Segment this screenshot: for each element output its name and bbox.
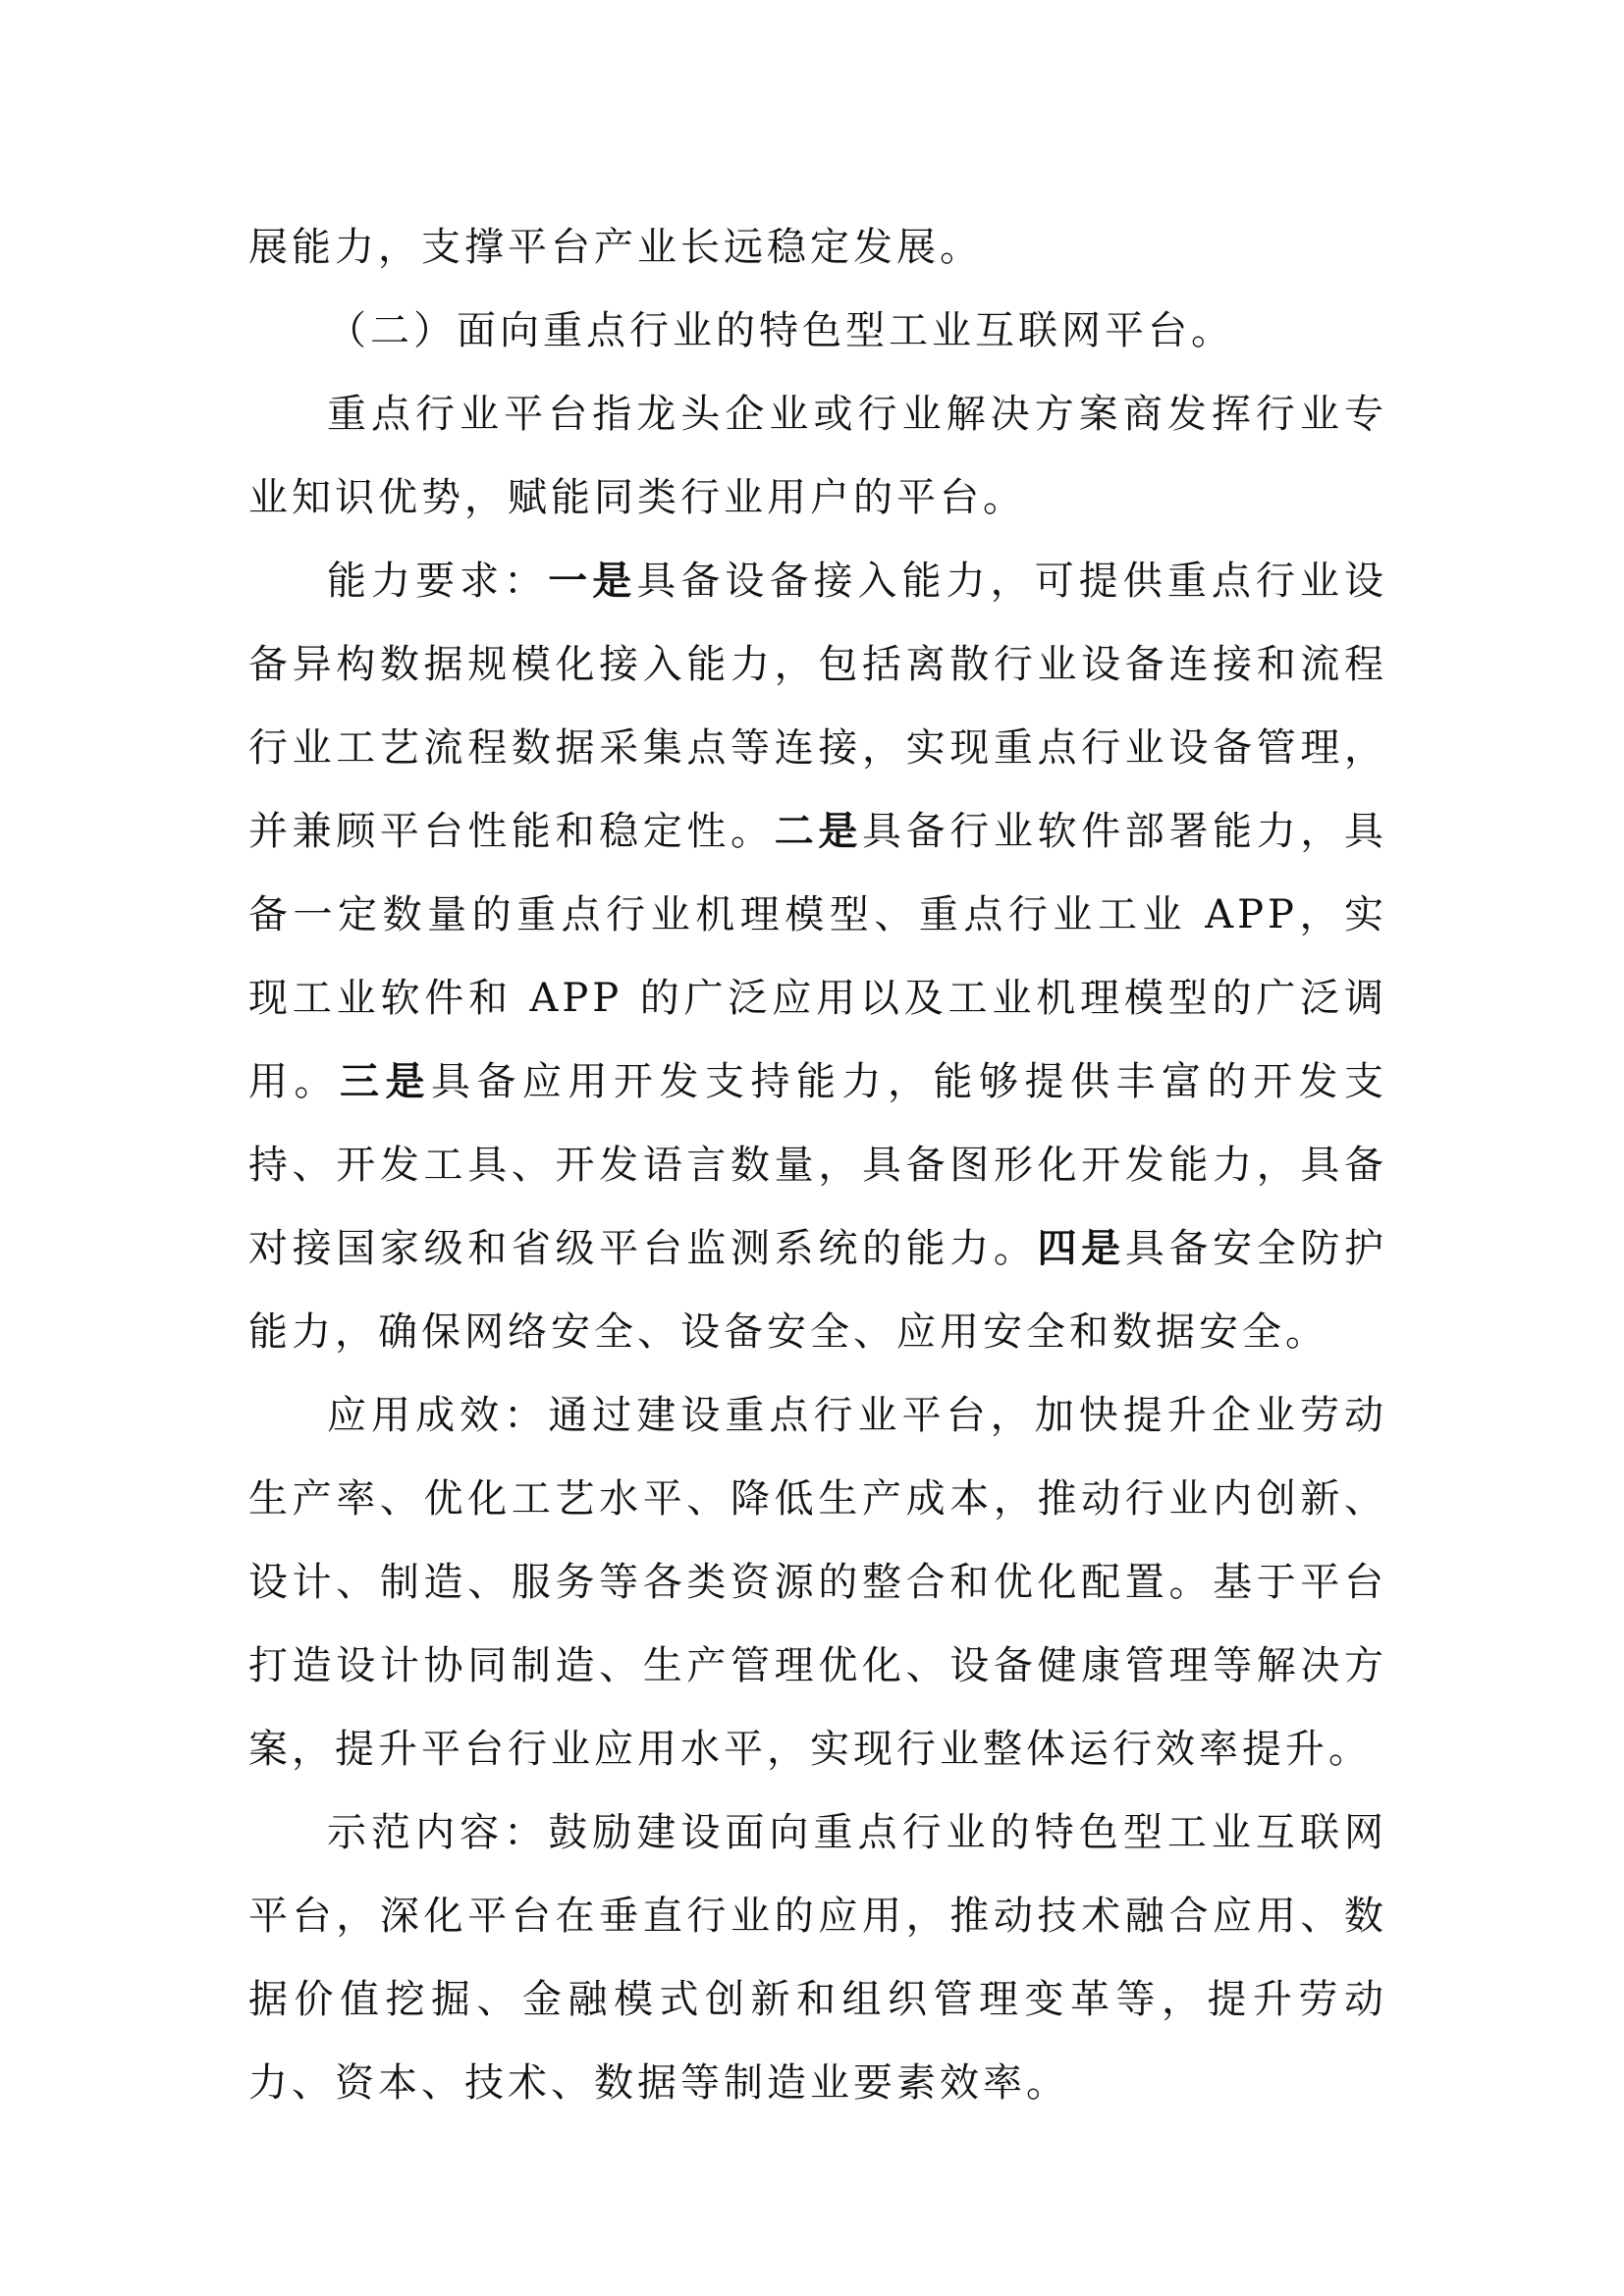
paragraph-definition: 重点行业平台指龙头企业或行业解决方案商发挥行业专业知识优势，赋能同类行业用户的平台。 — [248, 392, 1387, 520]
point-four-text: 具备安全防护能力，确保网络安全、设备安全、应用安全和数据安全。 — [248, 1226, 1388, 1355]
point-one-text: 具备设备接入能力，可提供重点行业设备异构数据规模化接入能力，包括离散行业设备连接和流程行业工艺流程数据采集点等连接，实现重点行业设备管理，并兼顾平台性能和稳定性。 — [248, 559, 1388, 854]
point-two-marker: 二是 — [774, 809, 862, 854]
document-body — [248, 206, 1387, 2125]
paragraph-continuation: 展能力，支撑平台产业长远稳定发展。 — [248, 225, 983, 270]
point-two-text: 具备行业软件部署能力，具备一定数量的重点行业机理模型、重点行业工业 APP，实现工业软件和 APP 的广泛应用以及工业机理模型的广泛调用。 — [248, 809, 1388, 1104]
demonstration-text: 鼓励建设面向重点行业的特色型工业互联网平台，深化平台在垂直行业的应用，推动技术融合应用、数据价值挖掘、金融模式创新和组织管理变革等，提升劳动力、资本、技术、数据等制造业要素效率。 — [248, 1810, 1388, 2106]
paragraph-application-results — [248, 1374, 1387, 1791]
section-heading: （二）面向重点行业的特色型工业互联网平台。 — [327, 308, 1234, 353]
point-one-marker: 一是 — [548, 559, 637, 604]
results-text: 通过建设重点行业平台，加快提升企业劳动生产率、优化工艺水平、降低生产成本，推动行业内创新、设计、制造、服务等各类资源的整合和优化配置。基于平台打造设计协同制造、生产管理优化、设备健康管理等解决方案，提升平台行业应用水平，实现行业整体运行效率提升。 — [248, 1393, 1388, 1772]
paragraph-capability-requirements — [248, 540, 1387, 1374]
paragraph-demonstration-content — [248, 1791, 1387, 2125]
point-three-text: 具备应用开发支持能力，能够提供丰富的开发支持、开发工具、开发语言数量，具备图形化开发能力，具备对接国家级和省级平台监测系统的能力。 — [248, 1059, 1387, 1271]
demonstration-label: 示范内容： — [327, 1810, 549, 1855]
results-label: 应用成效： — [327, 1393, 549, 1438]
point-three-marker: 三是 — [340, 1059, 431, 1104]
capability-label: 能力要求： — [327, 559, 549, 604]
point-four-marker: 四是 — [1037, 1226, 1125, 1271]
